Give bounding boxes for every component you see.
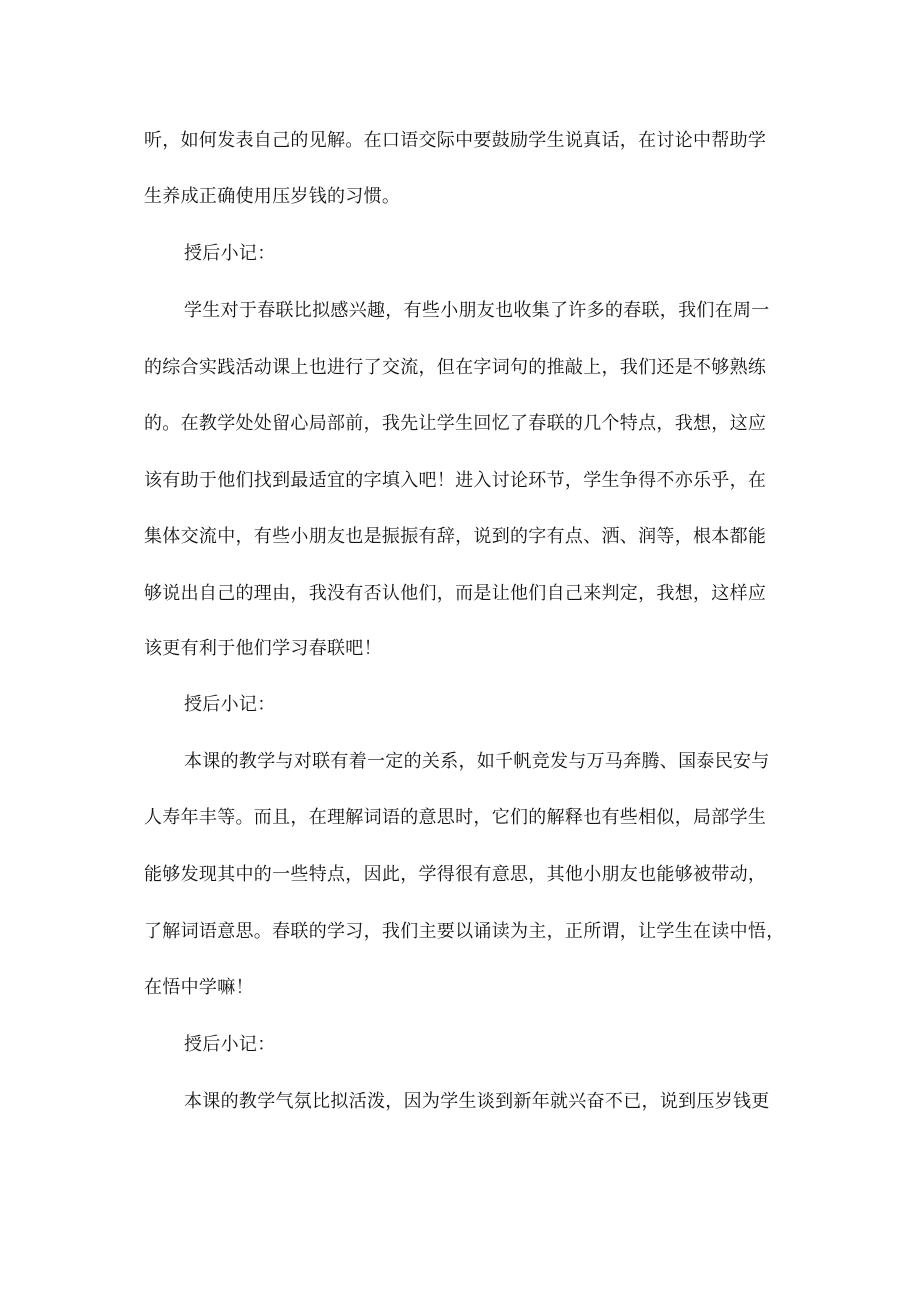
paragraph-line: 的综合实践活动课上也进行了交流，但在字词句的推敲上，我们还是不够熟练 (144, 357, 767, 378)
paragraph-line: 能够发现其中的一些特点，因此，学得很有意思，其他小朋友也能够被带动， (144, 864, 767, 885)
paragraph-line: 学生对于春联比拟感兴趣，有些小朋友也收集了许多的春联，我们在周一 (184, 300, 770, 321)
paragraph-line: 本课的教学气氛比拟活泼，因为学生谈到新年就兴奋不已，说到压岁钱更 (184, 1091, 770, 1112)
paragraph-line: 在悟中学嘛！ (144, 977, 254, 998)
paragraph-line: 生养成正确使用压岁钱的习惯。 (144, 186, 401, 207)
paragraph-line: 的。在教学处处留心局部前，我先让学生回忆了春联的几个特点，我想，这应 (144, 413, 767, 434)
section-heading: 授后小记： (184, 243, 276, 264)
section-heading: 授后小记： (184, 694, 276, 715)
paragraph-line: 人寿年丰等。而且，在理解词语的意思时，它们的解释也有些相似，局部学生 (144, 807, 767, 828)
paragraph-line: 集体交流中，有些小朋友也是振振有辞，说到的字有点、洒、润等，根本都能 (144, 526, 767, 547)
paragraph-line: 了解词语意思。春联的学习，我们主要以诵读为主，正所谓，让学生在读中悟， (144, 921, 785, 942)
section-heading: 授后小记： (184, 1034, 276, 1055)
paragraph-line: 该更有利于他们学习春联吧！ (144, 638, 382, 659)
paragraph-line: 听，如何发表自己的见解。在口语交际中要鼓励学生说真话，在讨论中帮助学 (144, 130, 767, 151)
paragraph-line: 本课的教学与对联有着一定的关系，如千帆竞发与万马奔腾、国泰民安与 (184, 751, 770, 772)
paragraph-line: 该有助于他们找到最适宜的字填入吧！进入讨论环节，学生争得不亦乐乎，在 (144, 470, 767, 491)
paragraph-line: 够说出自己的理由，我没有否认他们，而是让他们自己来判定，我想，这样应 (144, 583, 767, 604)
